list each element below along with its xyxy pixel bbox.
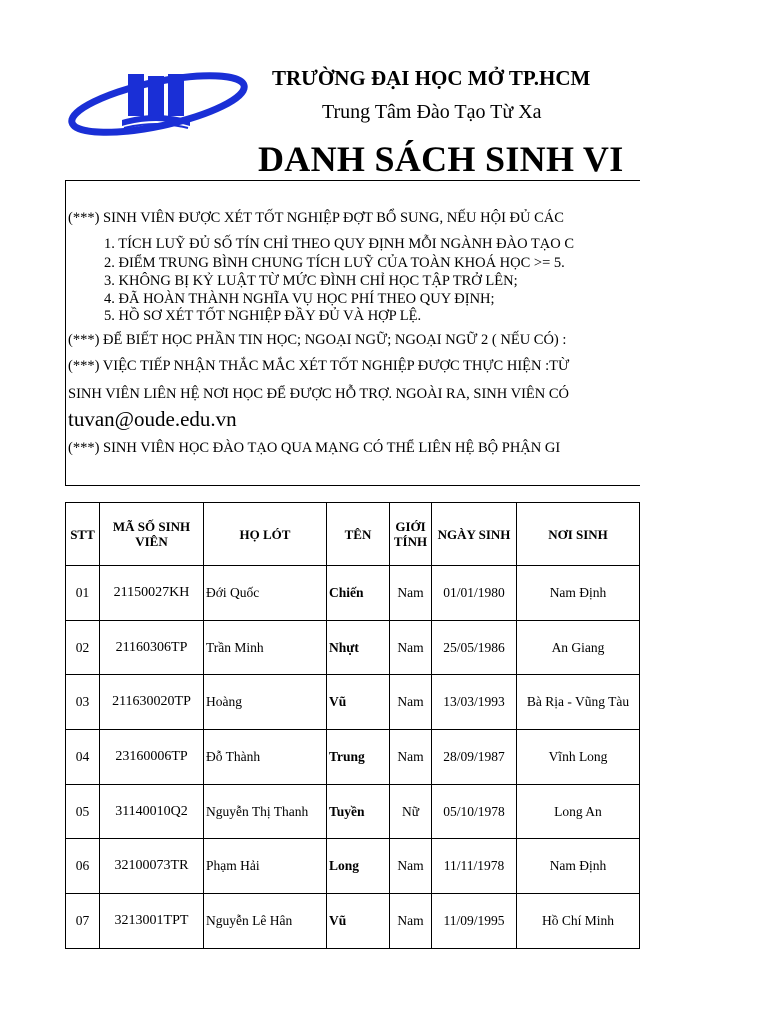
cell-student-id: 31140010Q2 (100, 784, 204, 839)
cell-name: Long (327, 839, 390, 894)
cell-birthplace: Long An (517, 784, 640, 839)
cell-stt: 02 (66, 620, 100, 675)
cell-birthplace: Nam Định (517, 566, 640, 621)
note-item: 3. KHÔNG BỊ KỶ LUẬT TỪ MỨC ĐÌNH CHỈ HỌC TẬP TRỞ LÊN; (104, 273, 518, 289)
cell-student-id: 211630020TP (100, 675, 204, 730)
cell-name: Vũ (327, 894, 390, 949)
cell-student-id: 32100073TR (100, 839, 204, 894)
cell-surname: Trần Minh (204, 620, 327, 675)
cell-name: Chiến (327, 566, 390, 621)
cell-student-id: 3213001TPT (100, 894, 204, 949)
table-row (66, 675, 640, 730)
header-student-id: MÃ SỐ SINH VIÊN (100, 503, 204, 566)
cell-gender: Nam (390, 894, 432, 949)
cell-surname: Phạm Hải (204, 839, 327, 894)
cell-surname: Nguyễn Lê Hân (204, 894, 327, 949)
note-intro: (***) SINH VIÊN ĐƯỢC XÉT TỐT NGHIỆP ĐỢT BỔ SUNG, NẾU HỘI ĐỦ CÁC (68, 210, 564, 226)
table-header-row (66, 503, 640, 566)
table-row (66, 839, 640, 894)
cell-surname: Đới Quốc (204, 566, 327, 621)
school-name: TRƯỜNG ĐẠI HỌC MỞ TP.HCM (272, 66, 591, 90)
cell-gender: Nam (390, 730, 432, 785)
table-row (66, 730, 640, 785)
note-info: SINH VIÊN LIÊN HỆ NƠI HỌC ĐỂ ĐƯỢC HỖ TRỢ. NGOÀI RA, SINH VIÊN CÓ (68, 386, 570, 402)
cell-surname: Đỗ Thành (204, 730, 327, 785)
note-item: 4. ĐÃ HOÀN THÀNH NGHĨA VỤ HỌC PHÍ THEO QUY ĐỊNH; (104, 291, 495, 307)
cell-gender: Nam (390, 839, 432, 894)
student-table (65, 502, 640, 949)
cell-student-id: 23160006TP (100, 730, 204, 785)
header-dob: NGÀY SINH (432, 503, 517, 566)
center-name: Trung Tâm Đào Tạo Từ Xa (322, 101, 542, 123)
cell-dob: 05/10/1978 (432, 784, 517, 839)
table-row (66, 566, 640, 621)
cell-name: Vũ (327, 675, 390, 730)
cell-dob: 25/05/1986 (432, 620, 517, 675)
cell-dob: 01/01/1980 (432, 566, 517, 621)
header-birthplace: NƠI SINH (517, 503, 640, 566)
note-item: 2. ĐIỂM TRUNG BÌNH CHUNG TÍCH LUỸ CỦA TOÀN KHOÁ HỌC >= 5. (104, 255, 565, 271)
cell-birthplace: Nam Định (517, 839, 640, 894)
table-row (66, 784, 640, 839)
cell-gender: Nam (390, 566, 432, 621)
cell-student-id: 21150027KH (100, 566, 204, 621)
header-surname: HỌ LÓT (204, 503, 327, 566)
cell-birthplace: An Giang (517, 620, 640, 675)
cell-stt: 03 (66, 675, 100, 730)
cell-name: Trung (327, 730, 390, 785)
note-info: (***) SINH VIÊN HỌC ĐÀO TẠO QUA MẠNG CÓ THỂ LIÊN HỆ BỘ PHẬN GI (68, 440, 561, 456)
cell-birthplace: Vĩnh Long (517, 730, 640, 785)
cell-surname: Nguyễn Thị Thanh (204, 784, 327, 839)
cell-gender: Nam (390, 675, 432, 730)
header-stt: STT (66, 503, 100, 566)
cell-dob: 11/11/1978 (432, 839, 517, 894)
document-title: DANH SÁCH SINH VI (258, 139, 624, 179)
cell-stt: 07 (66, 894, 100, 949)
cell-stt: 04 (66, 730, 100, 785)
notes-box (65, 180, 640, 486)
note-info: (***) VIỆC TIẾP NHẬN THẮC MẮC XÉT TỐT NGHIỆP ĐƯỢC THỰC HIỆN :TỪ (68, 358, 570, 374)
cell-dob: 28/09/1987 (432, 730, 517, 785)
cell-surname: Hoàng (204, 675, 327, 730)
header-gender: GIỚI TÍNH (390, 503, 432, 566)
cell-stt: 06 (66, 839, 100, 894)
cell-gender: Nữ (390, 784, 432, 839)
cell-name: Nhựt (327, 620, 390, 675)
cell-name: Tuyền (327, 784, 390, 839)
header-name: TÊN (327, 503, 390, 566)
note-item: 5. HỒ SƠ XÉT TỐT NGHIỆP ĐẦY ĐỦ VÀ HỢP LỆ. (104, 308, 422, 324)
table-row (66, 894, 640, 949)
cell-stt: 05 (66, 784, 100, 839)
note-info: (***) ĐỂ BIẾT HỌC PHẦN TIN HỌC; NGOẠI NGỮ; NGOẠI NGỮ 2 ( NẾU CÓ) : (68, 332, 567, 348)
note-item: 1. TÍCH LUỸ ĐỦ SỐ TÍN CHỈ THEO QUY ĐỊNH MỖI NGÀNH ĐÀO TẠO C (104, 236, 575, 252)
cell-stt: 01 (66, 566, 100, 621)
cell-dob: 11/09/1995 (432, 894, 517, 949)
cell-gender: Nam (390, 620, 432, 675)
cell-birthplace: Hồ Chí Minh (517, 894, 640, 949)
cell-student-id: 21160306TP (100, 620, 204, 675)
cell-dob: 13/03/1993 (432, 675, 517, 730)
table-row (66, 620, 640, 675)
cell-birthplace: Bà Rịa - Vũng Tàu (517, 675, 640, 730)
email-link[interactable]: tuvan@oude.edu.vn (68, 407, 237, 431)
